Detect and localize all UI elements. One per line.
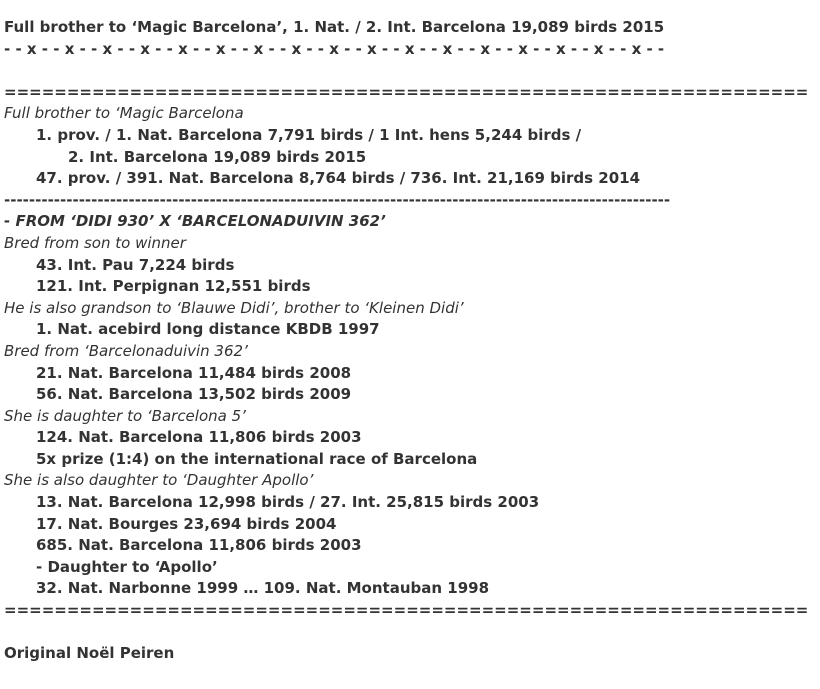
- sire-result: 43. Int. Pau 7,224 birds: [36, 255, 235, 274]
- blank-line: [4, 60, 820, 82]
- dam-dam-result: 13. Nat. Barcelona 12,998 birds / 27. Int. 25,815 birds 2003: [36, 493, 540, 512]
- dam-note: Bred from ‘Barcelonaduivin 362’: [4, 341, 248, 360]
- dam-sire-result: 5x prize (1:4) on the international race of Barcelona: [36, 449, 478, 468]
- dam-result: 21. Nat. Barcelona 11,484 birds 2008: [36, 363, 352, 382]
- grandsire-note: He is also grandson to ‘Blauwe Didi’, brother to ‘Kleinen Didi’: [4, 298, 464, 317]
- blank-line: [4, 622, 820, 644]
- intro-result: 47. prov. / 391. Nat. Barcelona 8,764 birds / 736. Int. 21,169 birds 2014: [36, 169, 641, 188]
- sire-note: Bred from son to winner: [4, 233, 186, 252]
- pedigree-document: [4, 17, 820, 665]
- pedigree-heading: - FROM ‘DIDI 930’ X ‘BARCELONADUIVIN 362’: [4, 212, 386, 231]
- footer-source: Original Noël Peiren: [4, 644, 175, 663]
- dam-sire-note: She is daughter to ‘Barcelona 5’: [4, 406, 246, 425]
- intro-result: 1. prov. / 1. Nat. Barcelona 7,791 birds / 1 Int. hens 5,244 birds /: [36, 125, 582, 144]
- dam-dam-result: - Daughter to ‘Apollo’: [36, 557, 218, 576]
- intro-note: Full brother to ‘Magic Barcelona: [4, 104, 244, 123]
- dam-result: 56. Nat. Barcelona 13,502 birds 2009: [36, 385, 352, 404]
- sire-result: 121. Int. Perpignan 12,551 birds: [36, 277, 311, 296]
- dam-dam-result: 685. Nat. Barcelona 11,806 birds 2003: [36, 536, 362, 555]
- dam-dam-note: She is also daughter to ‘Daughter Apollo’: [4, 471, 314, 490]
- intro-result: 2. Int. Barcelona 19,089 birds 2015: [68, 147, 367, 166]
- x-separator: - - x - - x - - x - - x - - x - - x - - x - - x - - x - - x - - x - - x - - x - - x - - x - - x - - x - -: [4, 39, 665, 58]
- dash-separator: -----------------------------------------------------------------------------------------------------------: [4, 190, 671, 209]
- equals-separator-bottom: ================================================================: [4, 601, 809, 620]
- document-title: Full brother to ‘Magic Barcelona’, 1. Nat. / 2. Int. Barcelona 19,089 birds 2015: [4, 18, 665, 36]
- equals-separator-top: ================================================================: [4, 82, 809, 101]
- grandsire-result: 1. Nat. acebird long distance KBDB 1997: [36, 320, 380, 339]
- dam-dam-result: 32. Nat. Narbonne 1999 … 109. Nat. Montauban 1998: [36, 579, 490, 598]
- dam-dam-result: 17. Nat. Bourges 23,694 birds 2004: [36, 514, 337, 533]
- dam-sire-result: 124. Nat. Barcelona 11,806 birds 2003: [36, 428, 362, 447]
